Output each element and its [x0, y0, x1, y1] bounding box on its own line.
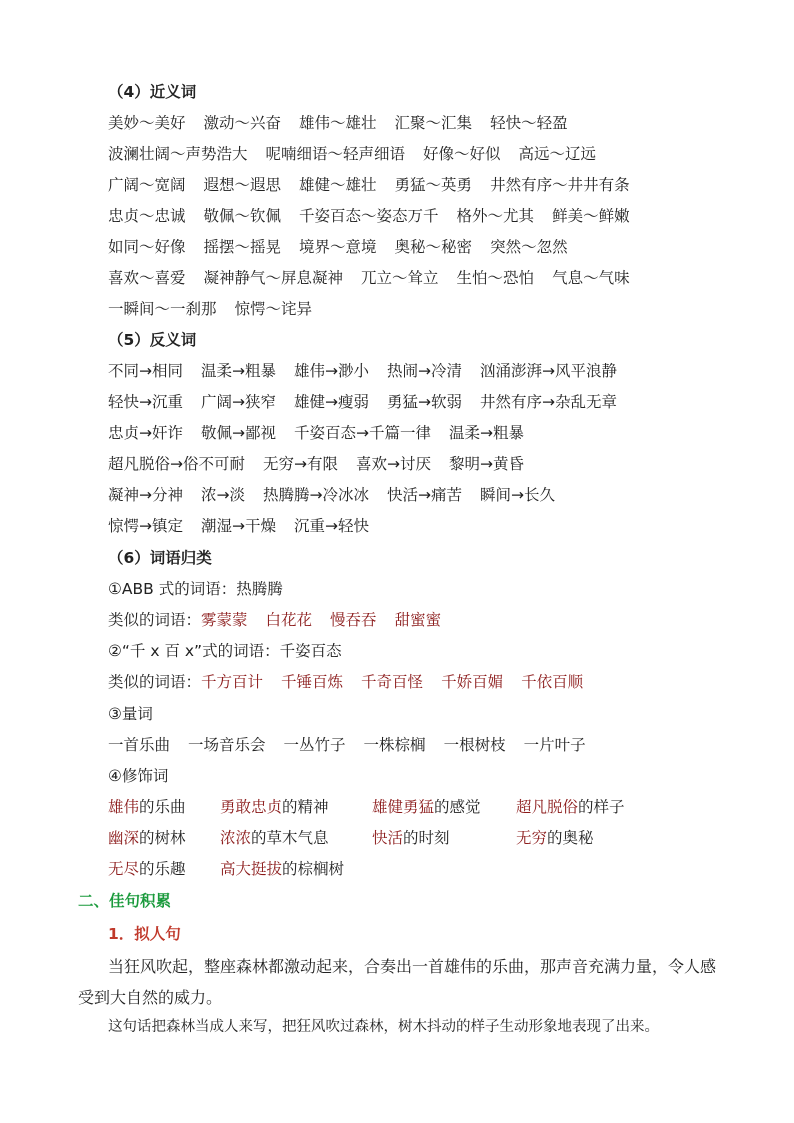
antonym-pair: 沉重→轻快 — [294, 517, 369, 535]
synonym-pair: 奥秘～秘密 — [394, 238, 473, 256]
modifier-row — [108, 855, 372, 883]
synonym-pair: 如同～好像 — [108, 238, 186, 256]
modifier-phrase — [220, 855, 372, 883]
antonym-pair: 千姿百态→千篇一律 — [294, 424, 431, 442]
synonym-row — [108, 171, 648, 199]
modifier-noun: 的乐曲 — [139, 798, 186, 816]
antonym-pair: 温柔→粗暴 — [449, 424, 524, 442]
synonym-pair: 一瞬间～一刹那 — [108, 300, 217, 318]
antonym-pair: 轻快→沉重 — [108, 393, 183, 411]
synonym-pair: 激动～兴奋 — [203, 114, 282, 132]
modifier-noun: 的时刻 — [403, 829, 450, 847]
abb-similar-line — [108, 606, 459, 634]
antonym-pair: 热闹→冷清 — [387, 362, 462, 380]
synonym-pair: 气息～气味 — [552, 269, 630, 287]
synonym-pair: 井然有序～井井有条 — [490, 176, 630, 194]
synonym-pair: 遐想～遐思 — [203, 176, 282, 194]
synonym-pair: 轻快～轻盈 — [490, 114, 568, 132]
qian-similar-line — [108, 668, 601, 696]
antonym-row — [108, 357, 635, 385]
subsection-heading: 1．拟人句 — [108, 925, 181, 943]
antonym-pair: 勇猛→软弱 — [387, 393, 462, 411]
modifier-adjective: 快活 — [372, 829, 404, 847]
modifier-label: ④修饰词 — [108, 767, 169, 785]
modifier-phrase — [220, 824, 372, 852]
modifier-phrase — [108, 824, 220, 852]
synonym-pair: 广阔～宽阔 — [108, 176, 186, 194]
synonym-pair: 生怕～恐怕 — [456, 269, 535, 287]
qian-word: 千依百顺 — [521, 673, 584, 691]
measure-words-line — [108, 731, 604, 759]
antonym-pair: 敬佩→鄙视 — [201, 424, 276, 442]
modifier-adjective: 无穷 — [516, 829, 548, 847]
modifier-adjective: 雄伟 — [108, 798, 140, 816]
modifier-noun: 的精神 — [282, 798, 329, 816]
similar-label: 类似的词语： — [108, 611, 202, 629]
modifier-adjective: 雄健勇猛 — [372, 798, 435, 816]
antonym-pair: 惊愕→镇定 — [108, 517, 183, 535]
qian-word: 千方百计 — [201, 673, 264, 691]
modifier-adjective: 高大挺拔 — [220, 860, 283, 878]
synonym-pair: 波澜壮阔～声势浩大 — [108, 145, 248, 163]
modifier-phrase — [220, 793, 372, 821]
example-sentence: 当狂风吹起，整座森林都激动起来，合奏出一首雄伟的乐曲，那声音充满力量，令人感受到大自然的威力。 — [78, 957, 717, 1007]
synonym-pair: 喜欢～喜爱 — [108, 269, 186, 287]
antonym-pair: 热腾腾→冷冰冰 — [263, 486, 369, 504]
synonym-pair: 惊愕～诧异 — [234, 300, 313, 318]
modifier-phrase — [108, 793, 220, 821]
antonym-row — [108, 450, 542, 478]
synonym-pair: 突然～忽然 — [490, 238, 568, 256]
modifier-phrase — [372, 824, 516, 852]
synonym-pair: 雄健～雄壮 — [299, 176, 377, 194]
antonym-pair: 井然有序→杂乱无章 — [480, 393, 617, 411]
qian-word: 千娇百媚 — [441, 673, 504, 691]
modifier-noun: 的树林 — [139, 829, 186, 847]
synonym-pair: 境界～意境 — [299, 238, 377, 256]
measure-word: 一根树枝 — [443, 736, 506, 754]
sentence-note: 这句话把森林当成人来写，把狂风吹过森林，树木抖动的样子生动形象地表现了出来。 — [108, 1019, 659, 1035]
antonym-row — [108, 388, 635, 416]
synonyms-heading: （4）近义词 — [108, 83, 197, 101]
qian-word: 千奇百怪 — [361, 673, 424, 691]
measure-word: 一丛竹子 — [283, 736, 346, 754]
antonym-pair: 雄健→瘦弱 — [294, 393, 369, 411]
abb-word: 白花花 — [265, 611, 313, 629]
antonym-pair: 凝神→分神 — [108, 486, 183, 504]
modifier-noun: 的棕榈树 — [282, 860, 345, 878]
measure-label: ③量词 — [108, 705, 153, 723]
modifier-adjective: 幽深 — [108, 829, 140, 847]
modifier-noun: 的感觉 — [434, 798, 481, 816]
synonym-pair: 摇摆～摇晃 — [203, 238, 282, 256]
modifier-noun: 的奥秘 — [547, 829, 594, 847]
synonym-row — [108, 264, 648, 292]
similar-label: 类似的词语： — [108, 673, 202, 691]
modifier-noun: 的样子 — [578, 798, 625, 816]
measure-word: 一首乐曲 — [108, 736, 171, 754]
modifier-adjective: 超凡脱俗 — [516, 798, 579, 816]
synonym-pair: 忠贞～忠诚 — [108, 207, 186, 225]
antonym-row — [108, 512, 387, 540]
antonym-pair: 喜欢→讨厌 — [356, 455, 431, 473]
abb-word: 雾蒙蒙 — [201, 611, 248, 629]
modifier-phrase — [372, 793, 516, 821]
modifier-phrase — [108, 855, 220, 883]
antonym-row — [108, 481, 573, 509]
antonym-pair: 潮湿→干燥 — [201, 517, 276, 535]
synonym-pair: 高远～辽远 — [518, 145, 597, 163]
synonym-pair: 千姿百态～姿态万千 — [299, 207, 439, 225]
measure-word: 一片叶子 — [523, 736, 586, 754]
measure-word: 一株棕榈 — [363, 736, 426, 754]
antonym-pair: 忠贞→奸诈 — [108, 424, 183, 442]
qian-word: 千锤百炼 — [281, 673, 344, 691]
antonym-pair: 快活→痛苦 — [387, 486, 462, 504]
modifier-adjective: 无尽 — [108, 860, 140, 878]
synonym-pair: 凝神静气～屏息凝神 — [203, 269, 344, 287]
categories-heading: （6）词语归类 — [108, 549, 212, 567]
synonym-pair: 好像～好似 — [423, 145, 501, 163]
abb-word: 慢吞吞 — [330, 611, 377, 629]
synonym-row — [108, 202, 648, 230]
modifier-adjective: 勇敢忠贞 — [220, 798, 283, 816]
synonym-pair: 敬佩～钦佩 — [203, 207, 282, 225]
synonym-row — [108, 109, 586, 137]
section-heading: 二、佳句积累 — [78, 892, 172, 910]
abb-word: 甜蜜蜜 — [394, 611, 442, 629]
synonym-pair: 汇聚～汇集 — [394, 114, 473, 132]
modifier-noun: 的乐趣 — [139, 860, 186, 878]
synonym-row — [108, 233, 586, 261]
modifier-adjective: 浓浓 — [220, 829, 252, 847]
synonym-pair: 呢喃细语～轻声细语 — [265, 145, 406, 163]
antonym-pair: 温柔→粗暴 — [201, 362, 276, 380]
synonym-pair: 格外～尤其 — [456, 207, 535, 225]
modifier-noun: 的草木气息 — [251, 829, 329, 847]
antonyms-heading: （5）反义词 — [108, 331, 197, 349]
antonym-pair: 瞬间→长久 — [480, 486, 555, 504]
synonym-row — [108, 140, 614, 168]
modifier-row — [108, 793, 625, 821]
antonym-pair: 超凡脱俗→俗不可耐 — [108, 455, 245, 473]
abb-label: ①ABB 式的词语：热腾腾 — [108, 580, 283, 598]
antonym-pair: 不同→相同 — [108, 362, 183, 380]
synonym-pair: 鲜美～鲜嫩 — [552, 207, 630, 225]
antonym-row — [108, 419, 542, 447]
antonym-pair: 无穷→有限 — [263, 455, 338, 473]
modifier-phrase — [516, 793, 625, 821]
antonym-pair: 黎明→黄昏 — [449, 455, 524, 473]
synonym-row — [108, 295, 330, 323]
modifier-phrase — [516, 824, 594, 852]
synonym-pair: 勇猛～英勇 — [394, 176, 473, 194]
antonym-pair: 浓→淡 — [201, 486, 245, 504]
modifier-row — [108, 824, 594, 852]
synonym-pair: 雄伟～雄壮 — [299, 114, 377, 132]
synonym-pair: 兀立～耸立 — [361, 269, 439, 287]
antonym-pair: 汹涌澎湃→风平浪静 — [480, 362, 617, 380]
synonym-pair: 美妙～美好 — [108, 114, 186, 132]
qian-label: ②“千 x 百 x”式的词语：千姿百态 — [108, 642, 342, 660]
antonym-pair: 广阔→狭窄 — [201, 393, 276, 411]
measure-word: 一场音乐会 — [188, 736, 266, 754]
antonym-pair: 雄伟→渺小 — [294, 362, 369, 380]
